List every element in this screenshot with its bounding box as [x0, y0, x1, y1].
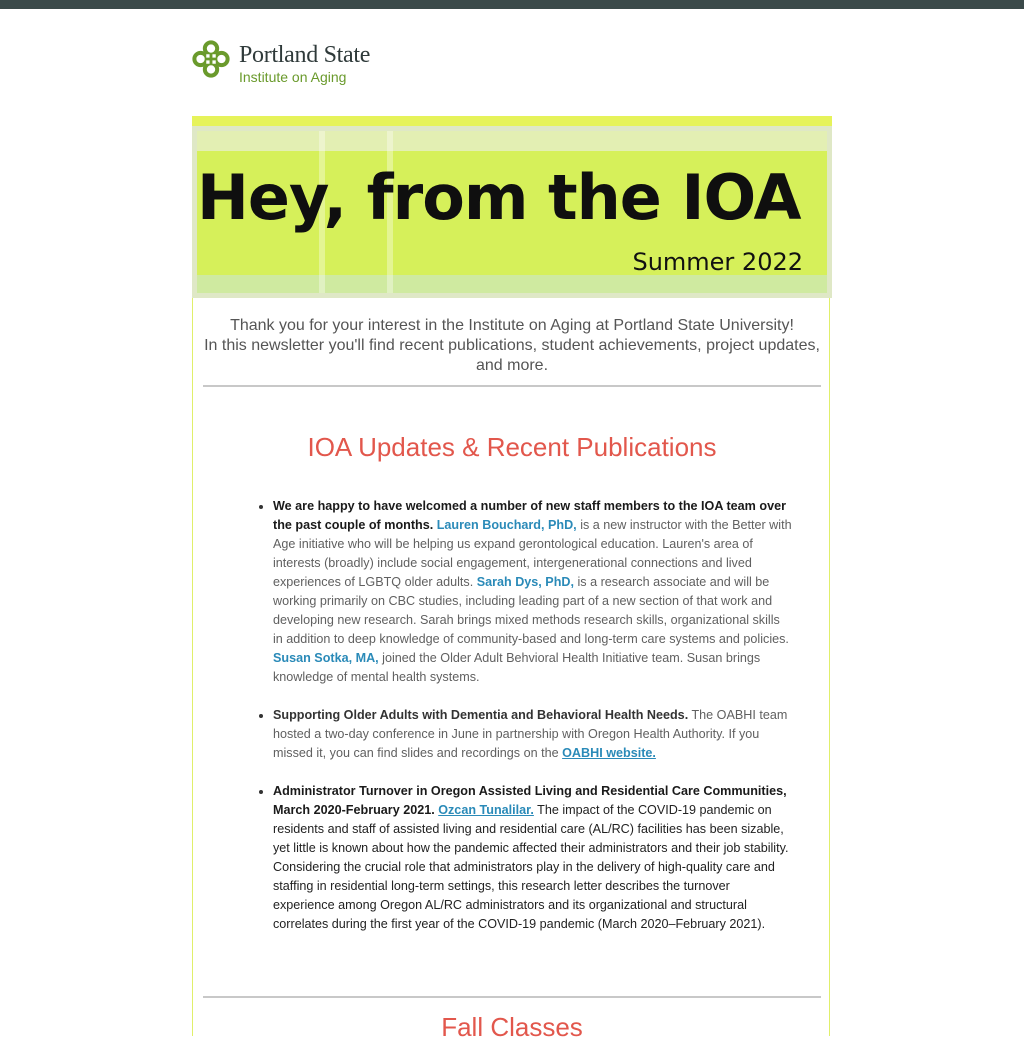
- item-lead: Administrator Turnover in Oregon Assisted Living and Residential Care Communities, March 2020-February 2021.: [273, 784, 787, 817]
- section-title-fall-classes: Fall Classes: [441, 1012, 583, 1042]
- section-title-updates: IOA Updates & Recent Publications: [307, 432, 717, 462]
- portland-state-logo[interactable]: [192, 38, 412, 90]
- divider: [203, 996, 821, 998]
- intro-text: [203, 316, 821, 376]
- hero-date: Summer 2022: [632, 248, 803, 276]
- list-item: [273, 497, 793, 687]
- item-text: joined the Older Adult Behvioral Health Initiative team. Susan brings knowledge of mental health systems.: [273, 651, 761, 684]
- item-text: The OABHI team hosted a two-day conference in June in partnership with Oregon Health Authority. If you missed it, you can find slides and recordings on the: [273, 708, 788, 760]
- list-item: [273, 782, 793, 934]
- item-text: is a research associate and will be working primarily on CBC studies, including leading part of a new section of that work and developing new research. Sarah brings mixed methods research skills, organizational skills in addition to deep knowledge of community-based and long-term care systems and policies.: [273, 575, 789, 646]
- hero-band-top: [197, 131, 827, 151]
- item-lead: Supporting Older Adults with Dementia and Behavioral Health Needs.: [273, 708, 689, 722]
- top-bar: [0, 0, 1024, 9]
- intro-line-2: In this newsletter you'll find recent publications, student achievements, project updates, and more.: [204, 337, 820, 374]
- hero-title: Hey, from the IOA: [197, 161, 801, 234]
- logo-subtitle: Institute on Aging: [239, 69, 347, 85]
- staff-name-link[interactable]: Lauren Bouchard, PhD,: [436, 518, 577, 532]
- staff-name-link[interactable]: Sarah Dys, PhD,: [476, 575, 574, 589]
- intro-line-1: Thank you for your interest in the Institute on Aging at Portland State University!: [230, 317, 794, 334]
- hero-banner: [192, 126, 832, 298]
- oabhi-website-link[interactable]: OABHI website.: [562, 746, 656, 760]
- list-item: [273, 706, 793, 763]
- accent-strip: [192, 116, 832, 126]
- divider: [203, 385, 821, 387]
- logo-name: Portland State: [239, 42, 371, 68]
- updates-list: [203, 497, 793, 953]
- item-text: is a new instructor with the Better with Age initiative who will be helping us expand gerontological education. Lauren's area of interests (broadly) include social engagement, intergenerational connections and lived experiences of LGBTQ older adults.: [273, 518, 792, 589]
- staff-name-link[interactable]: Susan Sotka, MA,: [273, 651, 379, 665]
- hero-image: [197, 131, 827, 293]
- psu-knot-logo-icon: [192, 40, 230, 78]
- hero-band-bottom: [197, 275, 827, 293]
- item-lead: We are happy to have welcomed a number of new staff members to the IOA team over the past couple of months.: [273, 499, 786, 532]
- item-text: The impact of the COVID-19 pandemic on residents and staff of assisted living and residential care (AL/RC) facilities has been sizable, yet little is known about how the pandemic affected their administrators and their job stability. Considering the crucial role that administrators play in the delivery of high-quality care and staffing in residential long-term settings, this research letter describes the turnover experience among Oregon AL/RC administrators and its organizational and structural correlates during the first year of the COVID-19 pandemic (March 2020–February 2021).: [273, 803, 789, 931]
- author-link[interactable]: Ozcan Tunalilar.: [438, 803, 534, 817]
